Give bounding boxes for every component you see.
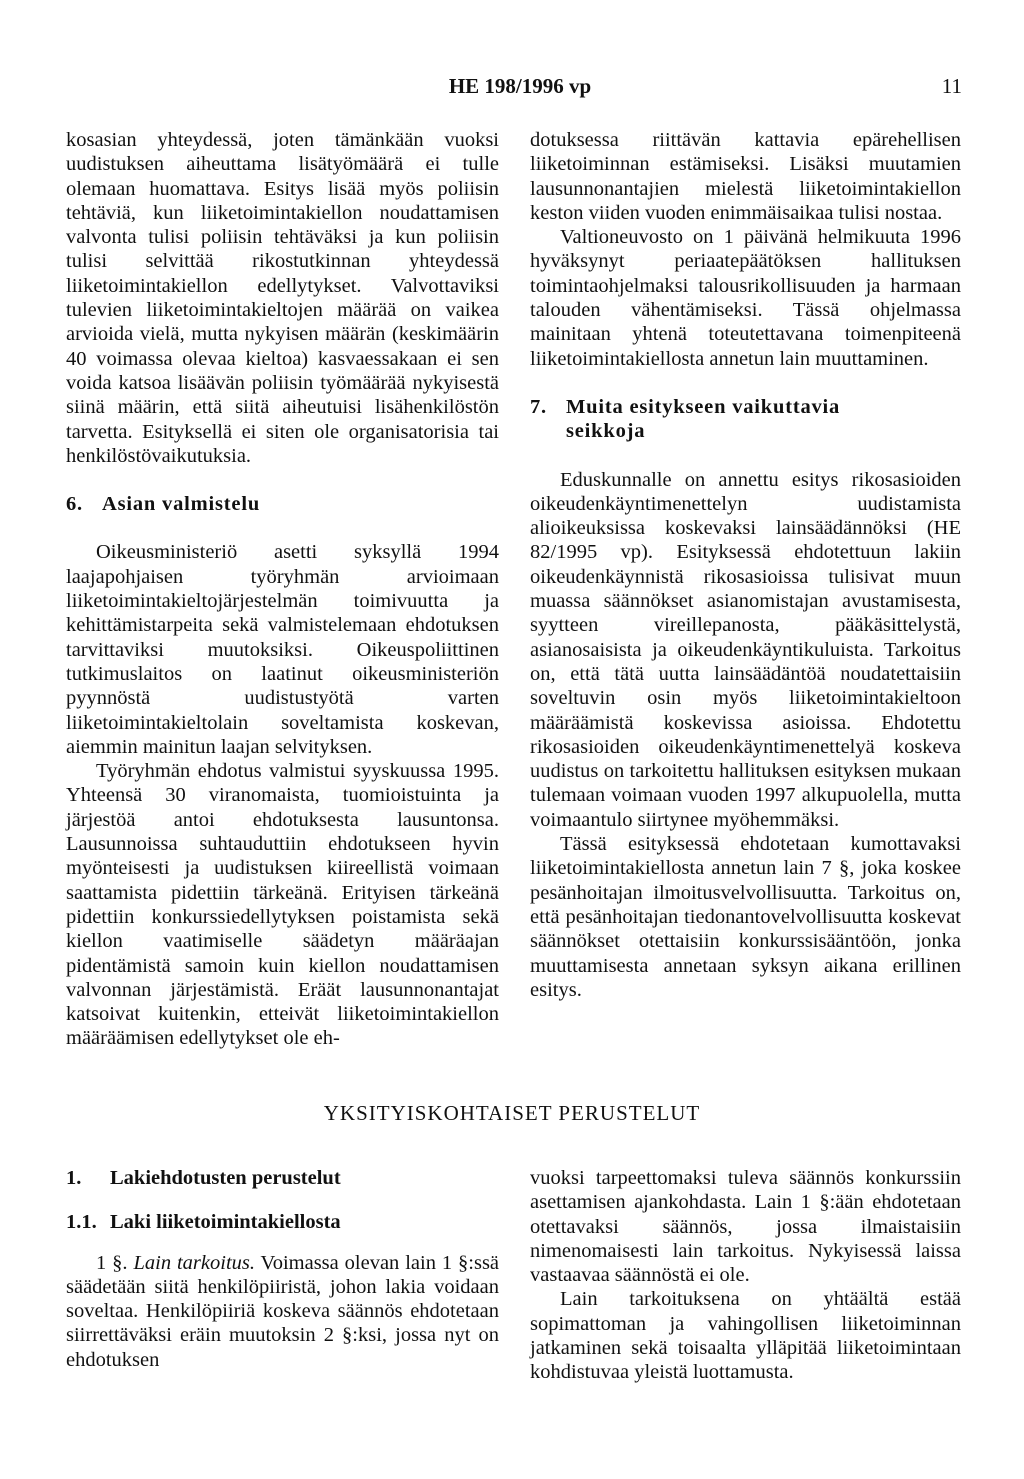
paragraph: Valtioneuvosto on 1 päivänä helmikuuta 1996 hyväksynyt periaatepäätöksen hallituksen toimintaohjelmaksi talousrikollisuuden ja harmaan talouden vähentämiseksi. Tässä ohjelmassa mainitaan yhtenä toteutettavana toimenpiteenä liiketoimintakiellosta annetun lain muuttaminen. [530,226,961,370]
document-id: HE 198/1996 vp [448,74,592,98]
column-bottom-left [66,1166,499,1372]
paragraph: Eduskunnalle on annettu esitys rikosasioiden oikeudenkäyntimenettelyn uudistamista alioikeuksissa koskevaksi lainsäädännöksi (HE 82/1995 vp). Esityksessä ehdotettuun lakiin oikeudenkäynnistä rikosasioissa tulisivat muun muassa säännökset asianomistajan avustamisesta, syytteen vireillepanosta, pääkäsittelystä, asianosaisista ja oikeudenkäyntikuluista. Tarkoitus on, että tätä uutta lainsäädäntöä noudatettaisiin soveltuvin osin myös liiketoimintakieltoon määräämistä koskevissa asioissa. Ehdotettu rikosasioiden oikeudenkäyntimenettelyä koskeva uudistus on tarkoitettu hallituksen esityksen mukaan tulemaan voimaan vuoden 1997 alkupuolella, mutta voimaantulo siirtynee myöhemmäksi. [530,468,961,831]
section-title-line: Muita esitykseen vaikuttavia [566,395,841,418]
paragraph: vuoksi tarpeettomaksi tuleva säännös konkurssiin asettamisen ajankohdasta. Lain 1 §:ään ehdotetaan otettavaksi säännös, jossa ilmaistaisiin nimenomaisesti lain tarkoitus. Nykyisessä laissa vastaavaa säännöstä ei ole. [530,1167,961,1287]
section-title: Asian valmistelu [102,493,261,516]
paragraph: Tässä esityksessä ehdotetaan kumottavaksi liiketoimintakiellosta annetun lain 7 §, joka koskee pesänhoitajan ilmoitusvelvollisuutta. Tarkoitus on, että pesänhoitajan tiedonantovelvollisuutta koskevat säännökset otettaisiin konkurssisääntöön, jonka muuttamisesta annetaan syksyn aikana erillinen esitys. [530,833,961,1001]
paragraph: Oikeusministeriö asetti syksyllä 1994 laajapohjaisen työryhmän arvioimaan liiketoimintakieltojärjestelmän toimivuutta ja kehittämistarpeita sekä valmistelemaan ehdotuksen tarvittaviksi muutoksiksi. Oikeuspoliittinen tutkimuslaitos on laatinut oikeusministeriön pyynnöstä uudistustyötä varten liiketoimintakieltolain soveltamista koskevan, aiemmin mainitun laajan selvityksen. [66,541,499,758]
paragraph: Lain tarkoituksena on yhtäältä estää sopimattoman ja vahingollisen liiketoiminnan jatkaminen sekä toisaalta ylläpitää liiketoimintaan kohdistuvaa yleistä luottamusta. [530,1288,961,1384]
section-title-line: seikkoja [566,420,646,443]
section-heading-7 [530,395,961,444]
section-number: 7. [530,395,547,418]
section-symbol: 1 §. [96,1251,128,1274]
heading-1 [66,1166,499,1190]
page-number: 11 [941,74,962,98]
section-number: 6. [66,493,83,516]
paragraph-text: Voimassa olevan lain 1 §:ssä säädetään siitä henkilöpiiristä, johon lakia voidaan soveltaa. Henkilöpiiriä koskeva säännös ehdotetaan siirrettäväksi eräin muutoksin 2 §:ksi, jossa nyt on ehdotuksen [66,1251,500,1371]
paragraph: kosasian yhteydessä, joten tämänkään vuoksi uudistuksen aiheuttama lisätyömäärä ei tulle olemaan huomattava. Esitys lisää myös poliisin tehtäviä, kun liiketoimintakiellon noudattamisen valvonta tulisi poliisin tehtäväksi ja kun poliisin tulisi selvittää rikostutkinnan yhteydessä liiketoimintakiellon edellytykset. Valvottaviksi tulevien liiketoimintakieltojen määrää on vaikea arvioida vielä, mutta nykyisen määrän (keskimäärin 40 voimassa olevaa kieltoa) kasvaessakaan ei sen voida katsoa lisäävän poliisin työmäärää nykyisestä siinä määrin, että siitä aiheutuisi lisähenkilöstön tarvetta. Esityksellä ei siten ole organisatorisia tai henkilöstövaikutuksia. [66,129,499,467]
paragraph: dotuksessa riittävän kattavia epärehellisen liiketoiminnan estämiseksi. Lisäksi muutamien lausunnonantajien mielestä liiketoimintakiellon keston viiden vuoden enimmäisaikaa tulisi nostaa. [530,129,961,224]
section-title [566,395,840,444]
heading-title: Lakiehdotusten perustelut [110,1167,341,1189]
heading-1-1 [66,1210,499,1234]
paragraph: Työryhmän ehdotus valmistui syyskuussa 1995. Yhteensä 30 viranomaista, tuomioistuinta ja järjestöä antoi ehdotuksesta lausuntonsa. Lausunnoissa suhtauduttiin ehdotukseen hyvin myönteisesti ja uudistuksen kiireellistä voimaan saattamista pidettiin tärkeänä. Erityisen tärkeänä pidettiin konkurssiedellytyksen poistamista sekä kiellon vaatimiselle säädetyn määräajan pidentämistä samoin kuin kiellon noudattamisen valvonnan järjestämistä. Eräät lausunnonantajat katsoivat kuitenkin, etteivät liiketoimintakiellon määräämisen edellytykset ole eh- [66,760,499,1050]
section-heading-6 [66,492,499,516]
heading-number: 1.1. [66,1211,97,1234]
paragraph [66,1251,499,1372]
heading-title: Laki liiketoimintakiellosta [110,1211,341,1234]
center-heading: YKSITYISKOHTAISET PERUSTELUT [323,1101,701,1125]
column-bottom-right [530,1166,961,1385]
heading-number: 1. [66,1167,82,1189]
column-top-left [66,128,499,1051]
column-top-right [530,128,961,1002]
italic-title: Lain tarkoitus. [133,1251,255,1274]
page-header [0,74,1024,104]
